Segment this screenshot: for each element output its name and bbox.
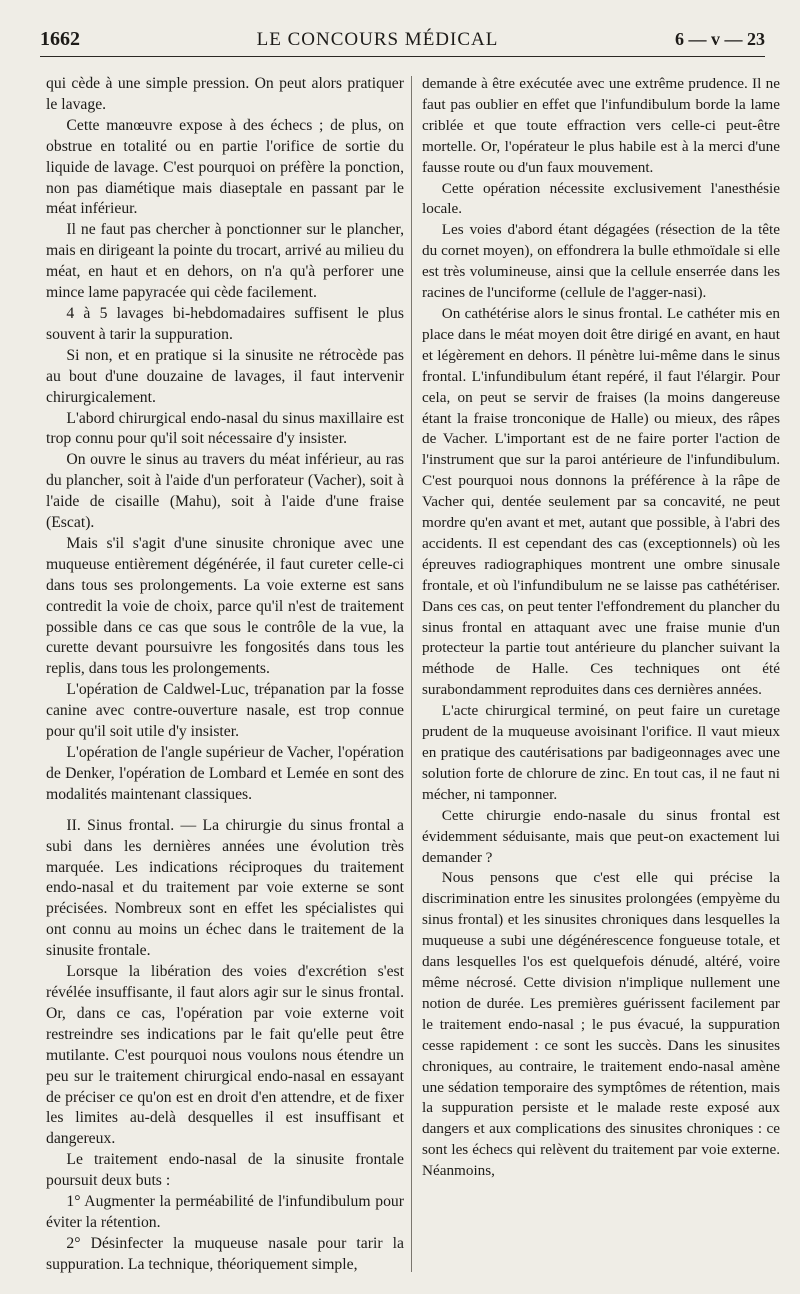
- paragraph: L'acte chirurgical terminé, on peut faire un curetage prudent de la muqueuse avoisinant l'orifice. Il vaut mieux en pratique des cautérisations par badigeonnages avec une solution forte de chlorure de zinc. En tout cas, il ne faut ni mécher, ni tamponner.: [422, 702, 780, 803]
- right-column: [422, 74, 780, 1182]
- issue-date: 6 — v — 23: [674, 29, 765, 49]
- paragraph: Cette opération nécessite exclusivement l'anesthésie locale.: [422, 179, 780, 218]
- paragraph: Nous pensons que c'est elle qui précise la discrimination entre les sinusites prolongées (empyème du sinus frontal) et les sinusites chroniques dans lesquelles la muqueuse a subi une dégénérescence fongueuse totale, et dans lesquelles l'os est quelquefois dénudé, altéré, voire même nécrosé. Cette division n'implique nullement une notion de durée. Les premières guérissent facilement par le traitement endo-nasal ; le pus évacué, la suppuration cesse rapidement : ce sont les succès. Dans les sinusites chroniques, au contraire, le traitement endo-nasal amène une sédation temporaire des symptômes de rétention, mais la suppuration persiste et le malade reste exposé aux dangers et aux complications des sinusites chroniques : ce sont les échecs qui relèvent du traitement par voie externe. Néanmoins,: [422, 869, 780, 1180]
- paragraph: On ouvre le sinus au travers du méat inférieur, au ras du plancher, soit à l'aide d'un perforateur (Vacher), soit à l'aide de cisaille (Mahu), soit à l'aide d'une fraise (Escat).: [46, 451, 404, 532]
- list-item: 2° Désinfecter la muqueuse nasale pour tarir la suppuration. La technique, théoriquement simple,: [46, 1234, 404, 1273]
- list-item: 1° Augmenter la perméabilité de l'infundibulum pour éviter la rétention.: [46, 1193, 404, 1231]
- paragraph: L'abord chirurgical endo-nasal du sinus maxillaire est trop connu pour qu'il soit nécessaire d'y insister.: [46, 409, 404, 448]
- page-header: [40, 28, 765, 57]
- paragraph: Il ne faut pas chercher à ponctionner sur le plancher, mais en dirigeant la pointe du trocart, arrivé au milieu du méat, en haut et en dehors, on n'a qu'à perforer une mince lame papyracée qui cède facilement.: [46, 221, 404, 302]
- paragraph: Mais s'il s'agit d'une sinusite chronique avec une muqueuse entièrement dégénérée, il faut cureter celle-ci dans tous ses prolongements. La voie externe est sans contredit la voie de choix, parce qu'il n'est de traitement possible dans ce cas que sous le contrôle de la vue, la curette devant poursuivre les fongosités dans tous les replis, dans tous les prolongements.: [46, 534, 404, 678]
- paragraph: 4 à 5 lavages bi-hebdomadaires suffisent le plus souvent à tarir la suppuration.: [46, 304, 404, 343]
- paragraph: Si non, et en pratique si la sinusite ne rétrocède pas au bout d'une douzaine de lavages, il faut intervenir chirurgicalement.: [46, 346, 404, 406]
- left-column: [46, 74, 404, 1276]
- section-heading-paragraph: II. Sinus frontal. — La chirurgie du sinus frontal a subi dans les dernières années une évolution très marquée. Les indications réciproques du traitement endo-nasal et du traitement par voie externe se sont précisées. Nombreux sont en effet les spécialistes qui ont connu au moins un échec dans le traitement de la sinusite frontale.: [46, 816, 404, 960]
- paragraph: Les voies d'abord étant dégagées (résection de la tête du cornet moyen), on effondrera la bulle ethmoïdale si elle est très volumineuse, ainsi que la cellule enserrée dans les racines de l'unciforme (cellule de l'agger-nasi).: [422, 221, 780, 302]
- paragraph: On cathétérise alors le sinus frontal. Le cathéter mis en place dans le méat moyen doit être dirigé en avant, en haut et légèrement en dehors. Il pénètre lui-même dans le sinus frontal. L'infundibulum étant repéré, il faut l'élargir. Pour cela, on peut se servir de fraises (la moins dangereuse étant la fraise tronconique de Halle) ou mieux, des râpes de Vacher. L'important est de ne faire porter l'action de l'instrument que sur la paroi antérieure de l'infundibulum. C'est pourquoi nous donnons la préférence à la râpe de Vacher qui, dentée seulement par sa concavité, ne peut mordre qu'en avant et met, autant que possible, à l'abri des accidents. Il est cependant des cas (exceptionnels) où les épreuves radiographiques montrent une ombre sinusale frontale, et où l'infundibulum ne se laisse pas cathétériser. Dans ces cas, on peut tenter l'effondrement du plancher du sinus frontal en attaquant avec une fraise munie d'un protecteur la partie tout antérieure du plancher suivant la méthode de Halle. Ces techniques ont été surabondamment reproduites dans ces dernières années.: [422, 304, 780, 699]
- page-number: 1662: [40, 28, 80, 50]
- paragraph: qui cède à une simple pression. On peut alors pratiquer le lavage.: [46, 75, 404, 113]
- column-divider: [411, 76, 412, 1272]
- paragraph: Cette chirurgie endo-nasale du sinus frontal est évidemment séduisante, mais que peut-on exactement lui demander ?: [422, 806, 780, 866]
- paragraph: L'opération de l'angle supérieur de Vacher, l'opération de Denker, l'opération de Lombard et Lemée en sont des modalités maintenant classiques.: [46, 744, 404, 803]
- paragraph: Cette manœuvre expose à des échecs ; de plus, on obstrue en totalité ou en partie l'orifice de sortie du liquide de lavage. C'est pourquoi on préfère la ponction, non pas diamétique mais diaseptale en passant par le méat inférieur.: [46, 116, 404, 218]
- paragraph: L'opération de Caldwel-Luc, trépanation par la fosse canine avec contre-ouverture nasale, est trop connue pour qu'il soit utile d'y insister.: [46, 681, 404, 741]
- paragraph: Le traitement endo-nasal de la sinusite frontale poursuit deux buts :: [46, 1151, 404, 1190]
- journal-title: LE CONCOURS MÉDICAL: [256, 29, 499, 50]
- paragraph: demande à être exécutée avec une extrême prudence. Il ne faut pas oublier en effet que l'infundibulum borde la lame criblée et que toute effraction vers celle-ci peut-être mortelle. Or, l'opérateur le plus habile est à la merci d'une fausse route ou d'un faux mouvement.: [422, 75, 780, 176]
- paragraph: Lorsque la libération des voies d'excrétion s'est révélée insuffisante, il faut alors agir sur le sinus frontal. Or, dans ce cas, l'opération par voie externe voit restreindre ses indications par le fait qu'elle peut être mutilante. C'est pourquoi nous voulons nous étendre un peu sur le traitement chirurgical endo-nasal en essayant de préciser ce qu'on est en droit d'en attendre, et de fixer les limites au-delà desquelles il est insuffisant et dangereux.: [46, 963, 404, 1148]
